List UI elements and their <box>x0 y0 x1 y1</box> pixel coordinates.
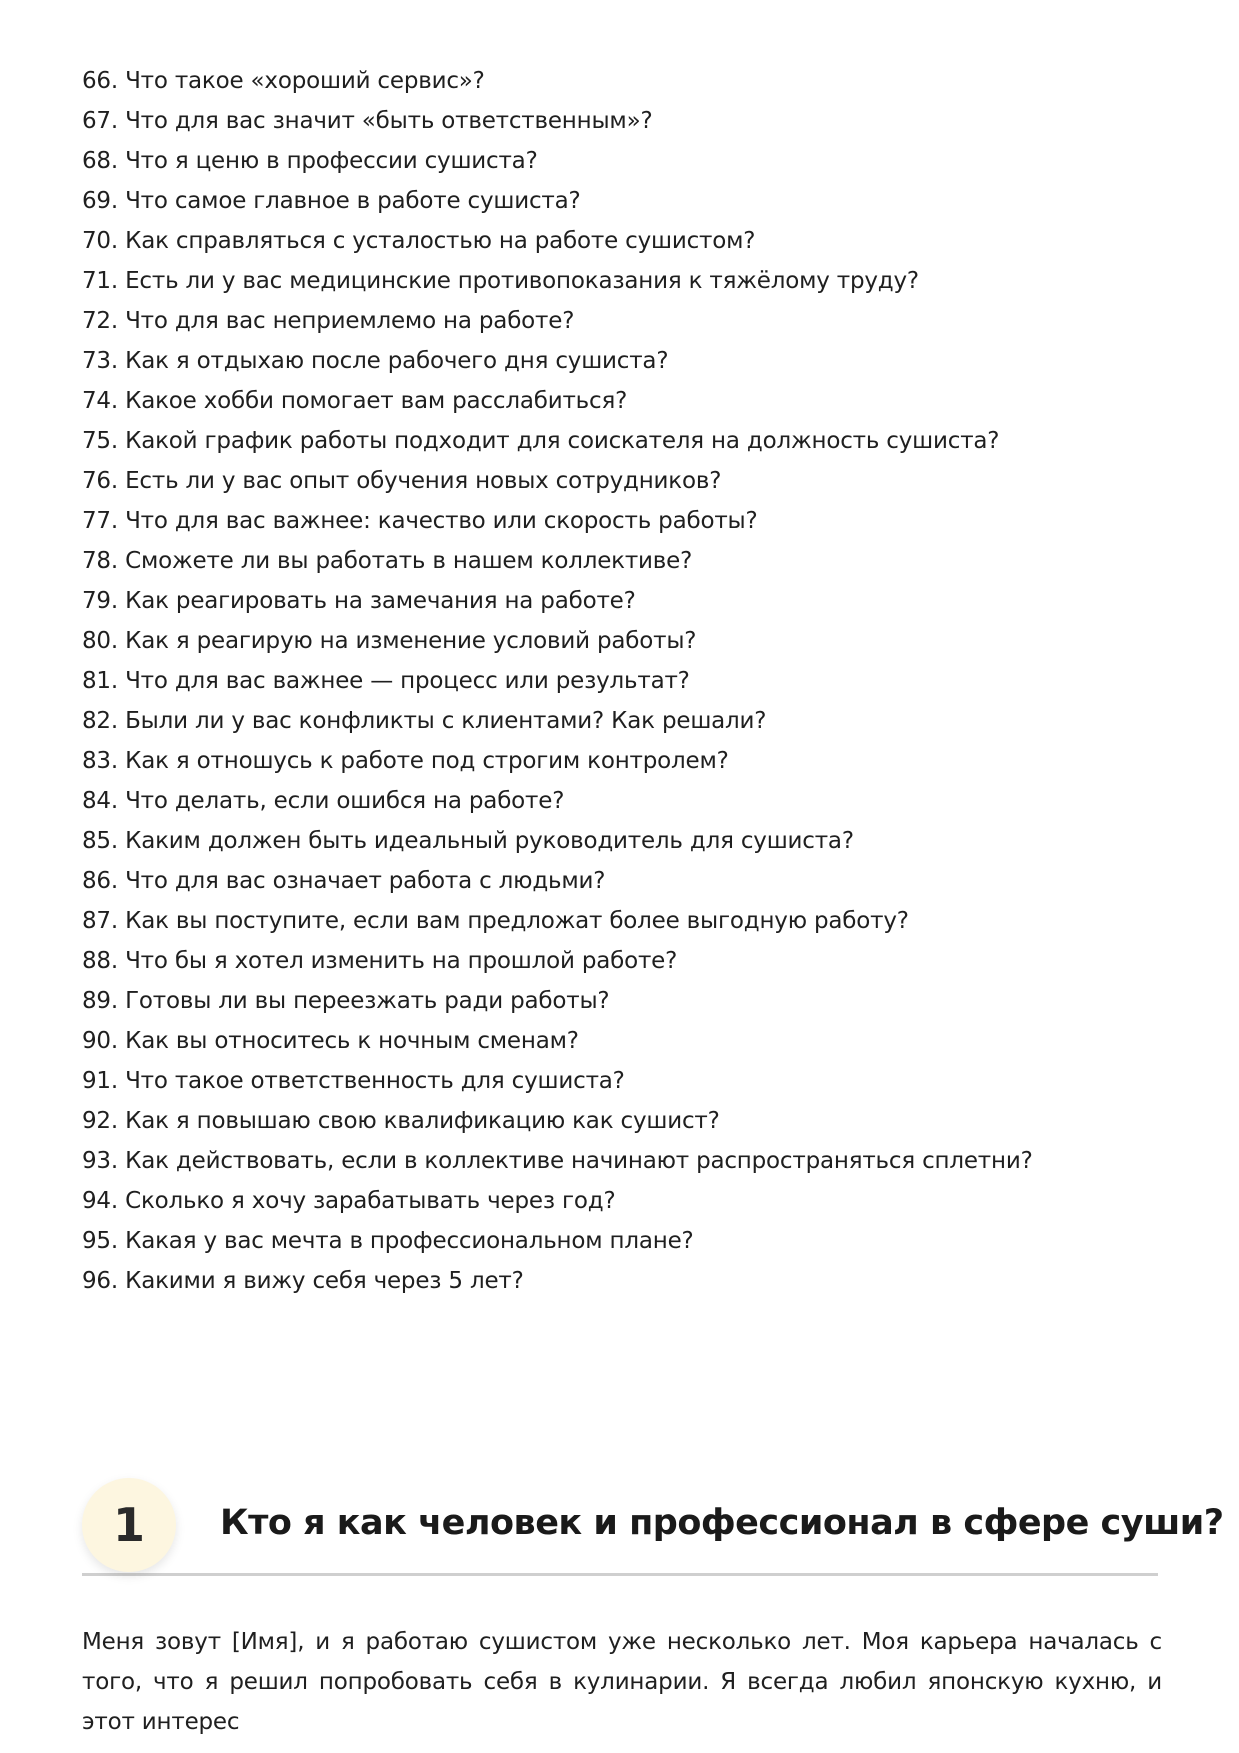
question-item: 86. Что для вас означает работа с людьми? <box>82 868 606 894</box>
question-item: 85. Каким должен быть идеальный руководитель для сушиста? <box>82 828 854 854</box>
question-item: 92. Как я повышаю свою квалификацию как сушист? <box>82 1108 720 1134</box>
question-item: 75. Какой график работы подходит для соискателя на должность сушиста? <box>82 428 1000 454</box>
question-item: 69. Что самое главное в работе сушиста? <box>82 188 581 214</box>
question-item: 77. Что для вас важнее: качество или скорость работы? <box>82 508 758 534</box>
section-title: Кто я как человек и профессионал в сфере суши? <box>220 1503 1224 1543</box>
question-item: 91. Что такое ответственность для сушиста? <box>82 1068 625 1094</box>
question-item: 79. Как реагировать на замечания на работе? <box>82 588 636 614</box>
question-item: 81. Что для вас важнее — процесс или результат? <box>82 668 690 694</box>
question-item: 94. Сколько я хочу зарабатывать через год? <box>82 1188 616 1214</box>
question-item: 82. Были ли у вас конфликты с клиентами? Как решали? <box>82 708 767 734</box>
question-item: 83. Как я отношусь к работе под строгим контролем? <box>82 748 729 774</box>
question-list <box>82 61 1033 1301</box>
question-item: 73. Как я отдыхаю после рабочего дня сушиста? <box>82 348 669 374</box>
body-paragraph: Меня зовут [Имя], и я работаю сушистом уже несколько лет. Моя карьера началась с того, что я решил попробовать себя в кулинарии. Я всегда любил японскую кухню, и этот интерес <box>82 1629 1162 1735</box>
question-item: 68. Что я ценю в профессии сушиста? <box>82 148 538 174</box>
question-item: 71. Есть ли у вас медицинские противопоказания к тяжёлому труду? <box>82 268 919 294</box>
section-header <box>82 1478 1224 1576</box>
question-item: 80. Как я реагирую на изменение условий работы? <box>82 628 697 654</box>
question-item: 74. Какое хобби помогает вам расслабиться? <box>82 388 628 414</box>
question-item: 90. Как вы относитесь к ночным сменам? <box>82 1028 579 1054</box>
question-item: 84. Что делать, если ошибся на работе? <box>82 788 565 814</box>
question-item: 96. Какими я вижу себя через 5 лет? <box>82 1268 524 1294</box>
question-item: 72. Что для вас неприемлемо на работе? <box>82 308 575 334</box>
question-item: 76. Есть ли у вас опыт обучения новых сотрудников? <box>82 468 722 494</box>
section-number-badge: 1 <box>82 1478 176 1572</box>
question-item: 93. Как действовать, если в коллективе начинают распространяться сплетни? <box>82 1148 1033 1174</box>
question-item: 87. Как вы поступите, если вам предложат более выгодную работу? <box>82 908 909 934</box>
question-item: 78. Сможете ли вы работать в нашем коллективе? <box>82 548 693 574</box>
question-item: 89. Готовы ли вы переезжать ради работы? <box>82 988 610 1014</box>
question-item: 70. Как справляться с усталостью на работе сушистом? <box>82 228 756 254</box>
question-item: 88. Что бы я хотел изменить на прошлой работе? <box>82 948 678 974</box>
question-item: 67. Что для вас значит «быть ответственным»? <box>82 108 653 134</box>
question-item: 95. Какая у вас мечта в профессиональном плане? <box>82 1228 694 1254</box>
question-item: 66. Что такое «хороший сервис»? <box>82 68 485 94</box>
